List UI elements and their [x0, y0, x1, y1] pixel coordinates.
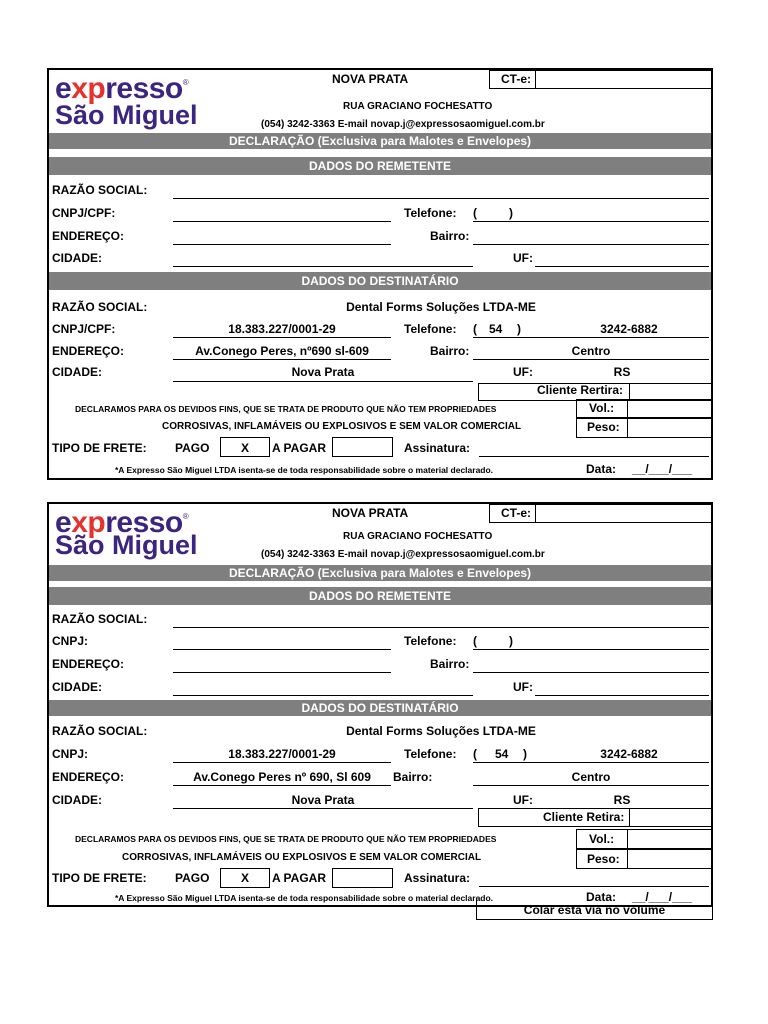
recipient-phone-value: 3242-6882 [600, 322, 658, 336]
recipient-ddd-close: ) [523, 747, 527, 761]
sender-cidade-field[interactable] [173, 695, 473, 696]
recipient-cnpj-field[interactable] [173, 762, 391, 763]
sender-bairro-field[interactable] [473, 672, 709, 673]
disclaimer-text: *A Expresso São Miguel LTDA isenta-se de toda responsabilidade sobre o material declarado. [115, 893, 494, 903]
sender-cidade-field[interactable] [173, 266, 473, 267]
peso-label: Peso: [587, 420, 620, 434]
sender-paren-close: ) [509, 206, 513, 220]
recipient-telefone-field[interactable] [473, 337, 709, 338]
contact-header: (054) 3242-3363 E-mail novap.j@expressosaomiguel.com.br [261, 119, 545, 130]
frete-label: TIPO DE FRETE: [52, 441, 147, 455]
sender-razao-field[interactable] [173, 198, 709, 199]
sender-razao-label: RAZÃO SOCIAL: [52, 183, 148, 197]
recipient-endereco-value: Av.Conego Peres nº 690, Sl 609 [193, 770, 371, 784]
recipient-cnpj-value: 18.383.227/0001-29 [228, 747, 336, 761]
recipient-cidade-value: Nova Prata [291, 793, 355, 807]
apagar-checkbox[interactable] [332, 868, 393, 888]
recipient-ddd-open: ( [473, 747, 477, 761]
recipient-endereco-label: ENDEREÇO: [52, 770, 125, 784]
brand-logo-top: expresso® [55, 72, 189, 105]
assinatura-field[interactable] [479, 456, 709, 457]
sender-bairro-field[interactable] [473, 244, 709, 245]
pago-mark: X [240, 871, 249, 885]
sender-uf-field[interactable] [535, 266, 709, 267]
pago-label: PAGO [175, 441, 210, 455]
sender-cnpj-field[interactable] [173, 221, 391, 222]
sender-telefone-field[interactable] [473, 221, 709, 222]
recipient-uf-label: UF: [513, 365, 533, 379]
recipient-endereco-field[interactable] [173, 785, 391, 786]
recipient-telefone-label: Telefone: [404, 747, 457, 761]
recipient-bairro-field[interactable] [473, 785, 709, 786]
recipient-bairro-value: Centro [571, 344, 611, 358]
brand-logo-bottom: São Miguel [55, 100, 198, 130]
sender-bairro-label: Bairro: [430, 229, 470, 243]
recipient-endereco-field[interactable] [173, 359, 391, 360]
recipient-ddd-value: 54 [495, 747, 509, 761]
contact-header: (054) 3242-3363 E-mail novap.j@expressosaomiguel.com.br [261, 549, 545, 560]
declaration-title-bar: DECLARAÇÃO (Exclusiva para Malotes e Envelopes) [49, 565, 711, 581]
recipient-cnpj-label: CNPJ/CPF: [52, 322, 116, 336]
data-value: __/___/___ [632, 890, 693, 904]
sender-endereco-field[interactable] [173, 244, 391, 245]
assinatura-field[interactable] [479, 886, 709, 887]
apagar-checkbox[interactable] [332, 437, 393, 457]
sender-uf-field[interactable] [535, 695, 709, 696]
brand-logo-bottom: São Miguel [55, 530, 198, 560]
recipient-ddd-close: ) [517, 322, 521, 336]
sender-telefone-field[interactable] [473, 649, 709, 650]
city-header: NOVA PRATA [332, 506, 409, 520]
sender-title-bar: DADOS DO REMETENTE [49, 157, 711, 175]
recipient-cidade-label: CIDADE: [52, 793, 102, 807]
declaration-form-2 [47, 502, 713, 907]
declaration-form-1 [47, 68, 713, 480]
cliente-retira-label: Cliente Retira: [543, 810, 625, 824]
sender-cidade-label: CIDADE: [52, 680, 102, 694]
cliente-retira-label: Cliente Rertira: [537, 383, 624, 397]
recipient-endereco-value: Av.Conego Peres, nº690 sl-609 [195, 344, 369, 358]
sender-title-bar: DADOS DO REMETENTE [49, 587, 711, 605]
recipient-ddd-value: 54 [489, 322, 503, 336]
sender-paren-open: ( [473, 634, 477, 648]
declaration-title-bar: DECLARAÇÃO (Exclusiva para Malotes e Envelopes) [49, 133, 711, 149]
cte-label: CT-e: [501, 72, 531, 86]
recipient-uf-value: RS [613, 365, 631, 379]
sender-cnpj-label: CNPJ/CPF: [52, 206, 116, 220]
data-value: __/___/___ [632, 462, 693, 476]
apagar-label: A PAGAR [272, 871, 326, 885]
recipient-cidade-label: CIDADE: [52, 365, 102, 379]
data-label: Data: [586, 462, 617, 476]
sender-cidade-label: CIDADE: [52, 251, 102, 265]
recipient-bairro-label: Bairro: [430, 344, 470, 358]
sender-endereco-field[interactable] [173, 672, 391, 673]
declaration-text-line1: DECLARAMOS PARA OS DEVIDOS FINS, QUE SE TRATA DE PRODUTO QUE NÃO TEM PROPRIEDADES [75, 404, 497, 414]
recipient-uf-value: RS [613, 793, 631, 807]
recipient-phone-value: 3242-6882 [600, 747, 658, 761]
recipient-title-bar: DADOS DO DESTINATÁRIO [49, 272, 711, 290]
city-header: NOVA PRATA [332, 72, 409, 86]
recipient-razao-value: Dental Forms Soluções LTDA-ME [346, 724, 536, 738]
sender-paren-close: ) [509, 634, 513, 648]
recipient-razao-label: RAZÃO SOCIAL: [52, 724, 148, 738]
data-label: Data: [586, 890, 617, 904]
brand-logo-top: expresso® [55, 506, 189, 539]
recipient-endereco-label: ENDEREÇO: [52, 344, 125, 358]
recipient-title-bar: DADOS DO DESTINATÁRIO [49, 700, 711, 716]
recipient-ddd-open: ( [473, 322, 477, 336]
vol-label: Vol.: [589, 401, 615, 415]
recipient-razao-value: Dental Forms Soluções LTDA-ME [346, 300, 536, 314]
recipient-telefone-label: Telefone: [404, 322, 457, 336]
sender-bairro-label: Bairro: [430, 657, 470, 671]
sender-uf-label: UF: [513, 251, 533, 265]
street-header: RUA GRACIANO FOCHESATTO [343, 531, 493, 542]
vol-label: Vol.: [589, 832, 615, 846]
disclaimer-text: *A Expresso São Miguel LTDA isenta-se de toda responsabilidade sobre o material declarado. [115, 465, 494, 475]
street-header: RUA GRACIANO FOCHESATTO [343, 101, 493, 112]
recipient-cidade-value: Nova Prata [291, 365, 355, 379]
sender-razao-label: RAZÃO SOCIAL: [52, 612, 148, 626]
colar-note-text: Colar esta via no volume [523, 903, 666, 917]
declaration-text-line2: CORROSIVAS, INFLAMÁVEIS OU EXPLOSIVOS E SEM VALOR COMERCIAL [122, 852, 482, 863]
recipient-bairro-label: Bairro: [393, 770, 433, 784]
sender-uf-label: UF: [513, 680, 533, 694]
assinatura-label: Assinatura: [404, 441, 471, 455]
sender-cnpj-label: CNPJ: [52, 634, 89, 648]
sender-endereco-label: ENDEREÇO: [52, 657, 125, 671]
pago-label: PAGO [175, 871, 210, 885]
cte-label: CT-e: [501, 506, 531, 520]
sender-telefone-label: Telefone: [404, 206, 457, 220]
recipient-cnpj-value: 18.383.227/0001-29 [228, 322, 336, 336]
assinatura-label: Assinatura: [404, 871, 471, 885]
sender-razao-field[interactable] [173, 627, 709, 628]
recipient-bairro-field[interactable] [473, 359, 709, 360]
recipient-bairro-value: Centro [571, 770, 611, 784]
recipient-telefone-field[interactable] [473, 762, 709, 763]
declaration-text-line2: CORROSIVAS, INFLAMÁVEIS OU EXPLOSIVOS E SEM VALOR COMERCIAL [162, 421, 522, 432]
sender-cnpj-field[interactable] [173, 649, 391, 650]
frete-label: TIPO DE FRETE: [52, 871, 147, 885]
sender-paren-open: ( [473, 206, 477, 220]
recipient-uf-label: UF: [513, 793, 533, 807]
recipient-cidade-field[interactable] [173, 381, 473, 382]
peso-label: Peso: [587, 852, 620, 866]
recipient-cidade-field[interactable] [173, 808, 473, 809]
recipient-cnpj-field[interactable] [173, 337, 391, 338]
declaration-text-line1: DECLARAMOS PARA OS DEVIDOS FINS, QUE SE TRATA DE PRODUTO QUE NÃO TEM PROPRIEDADES [75, 834, 497, 844]
apagar-label: A PAGAR [272, 441, 326, 455]
sender-endereco-label: ENDEREÇO: [52, 229, 125, 243]
pago-mark: X [240, 441, 249, 455]
sender-telefone-label: Telefone: [404, 634, 457, 648]
recipient-razao-label: RAZÃO SOCIAL: [52, 300, 148, 314]
recipient-cnpj-label: CNPJ: [52, 747, 89, 761]
